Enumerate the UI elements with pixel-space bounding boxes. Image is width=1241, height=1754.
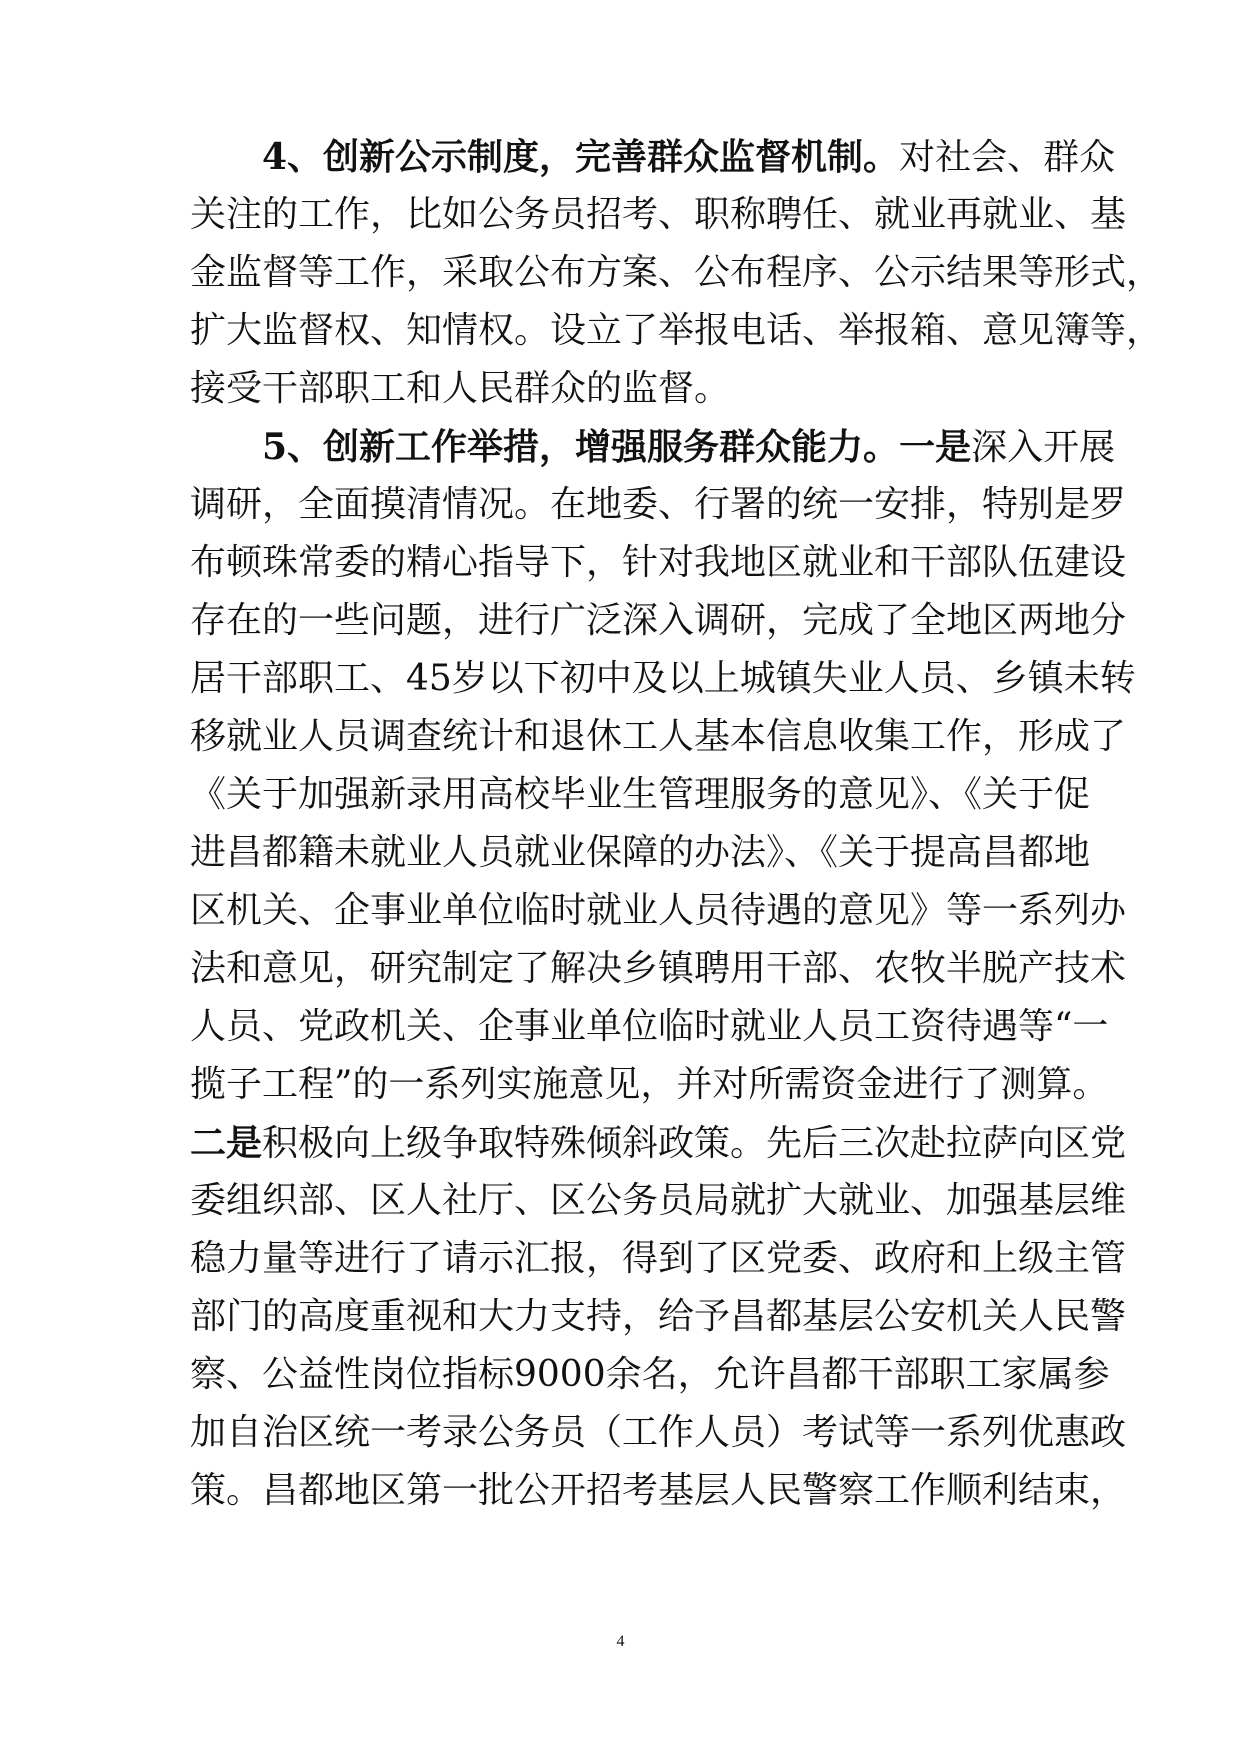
paragraph-line: 察、公益性岗位指标9000余名，允许昌都干部职工家属参	[190, 1354, 1110, 1395]
paragraph-line: 移就业人员调查统计和退休工人基本信息收集工作，形成了	[190, 716, 1127, 757]
paragraph-5-first-line-text: 深入开展	[971, 427, 1116, 468]
paragraph-line: 人员、党政机关、企事业单位临时就业人员工资待遇等“一	[190, 1006, 1109, 1047]
paragraph-4-line-1	[262, 128, 1116, 186]
paragraph-line: 存在的一些问题，进行广泛深入调研，完成了全地区两地分	[190, 600, 1127, 641]
paragraph-line: 布顿珠常委的精心指导下，针对我地区就业和干部队伍建设	[190, 542, 1127, 583]
paragraph-line: 居干部职工、45岁以下初中及以上城镇失业人员、乡镇未转	[190, 658, 1136, 699]
paragraph-4-heading: 4、创新公示制度，完善群众监督机制。	[262, 136, 900, 178]
paragraph-5-heading: 5、创新工作举措，增强服务群众能力。	[262, 426, 900, 468]
paragraph-line: 关注的工作，比如公务员招考、职称聘任、就业再就业、基	[190, 194, 1127, 235]
paragraph-line: 部门的高度重视和大力支持，给予昌都基层公安机关人民警	[190, 1296, 1127, 1337]
point-1-label: 一是	[899, 426, 972, 468]
paragraph-5-line-1	[262, 418, 1116, 476]
page-number: 4	[616, 1633, 625, 1650]
point-2-text: 积极向上级争取特殊倾斜政策。先后三次赴拉萨向区党	[262, 1123, 1127, 1164]
paragraph-line: 《关于加强新录用高校毕业生管理服务的意见》、《关于促	[190, 774, 1091, 815]
paragraph-line: 策。昌都地区第一批公开招考基层人民警察工作顺利结束，	[190, 1470, 1127, 1511]
point-2-label: 二是	[190, 1122, 263, 1164]
paragraph-line: 加自治区统一考录公务员（工作人员）考试等一系列优惠政	[190, 1412, 1127, 1453]
paragraph-line: 进昌都籍未就业人员就业保障的办法》、《关于提高昌都地	[190, 832, 1091, 873]
paragraph-line: 接受干部职工和人民群众的监督。	[190, 368, 731, 409]
paragraph-line: 金监督等工作，采取公布方案、公布程序、公示结果等形式，	[190, 252, 1163, 293]
paragraph-line: 委组织部、区人社厅、区公务员局就扩大就业、加强基层维	[190, 1180, 1127, 1221]
paragraph-line: 调研，全面摸清情况。在地委、行署的统一安排，特别是罗	[190, 484, 1127, 525]
paragraph-line: 揽子工程”的一系列实施意见，并对所需资金进行了测算。	[190, 1064, 1109, 1105]
paragraph-line: 扩大监督权、知情权。设立了举报电话、举报箱、意见簿等，	[190, 310, 1163, 351]
point-2-line	[190, 1114, 1127, 1172]
paragraph-line: 稳力量等进行了请示汇报，得到了区党委、政府和上级主管	[190, 1238, 1127, 1279]
paragraph-4-first-line-text: 对社会、群众	[899, 137, 1116, 178]
paragraph-line: 区机关、企事业单位临时就业人员待遇的意见》等一系列办	[190, 890, 1127, 931]
paragraph-line: 法和意见，研究制定了解决乡镇聘用干部、农牧半脱产技术	[190, 948, 1127, 989]
